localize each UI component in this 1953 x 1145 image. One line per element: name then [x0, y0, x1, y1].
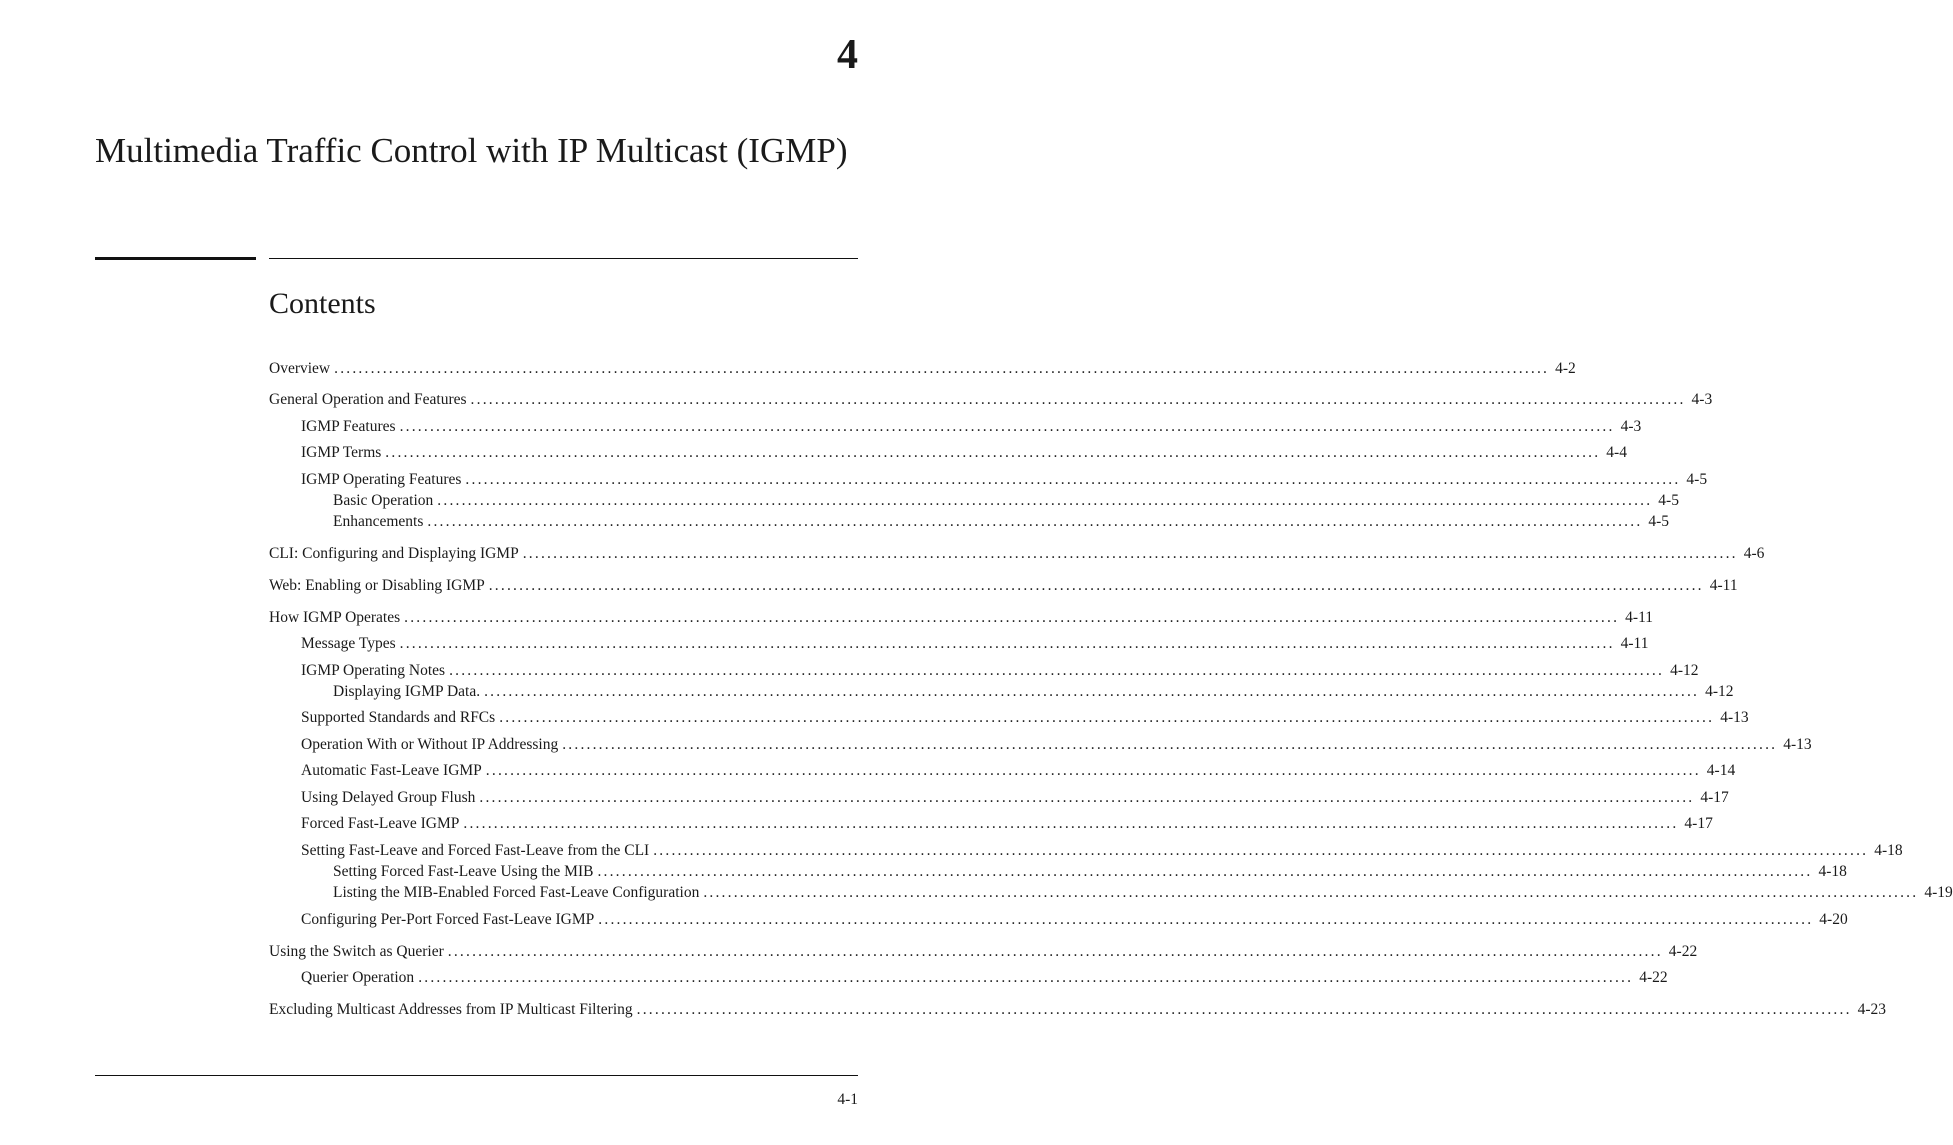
toc-dot-leader: ........................................................................................................................................................................................................: [418, 969, 1634, 986]
toc-entry-title: IGMP Features: [301, 418, 396, 435]
toc-entry-page: 4-5: [1648, 513, 1670, 530]
toc-entry-page: 4-22: [1639, 969, 1668, 986]
toc-entry-title: CLI: Configuring and Displaying IGMP: [269, 545, 519, 562]
chapter-number: 4: [837, 32, 858, 78]
toc-dot-leader: ........................................................................................................................................................................................................: [636, 1001, 1852, 1018]
toc-entry-title: Using Delayed Group Flush: [301, 789, 476, 806]
toc-entry-operation-ip-addressing[interactable]: [301, 735, 1812, 754]
toc-entry-forced-fast-leave[interactable]: [301, 814, 1713, 833]
toc-entry-listing-mib-config[interactable]: [333, 883, 1953, 902]
toc-entry-title: Web: Enabling or Disabling IGMP: [269, 577, 485, 594]
toc-dot-leader: ........................................................................................................................................................................................................: [447, 943, 1663, 960]
toc-entry-page: 4-18: [1874, 842, 1903, 859]
toc-entry-page: 4-14: [1706, 762, 1736, 779]
header-rule-thick: [95, 257, 256, 260]
toc-entry-igmp-operating-features[interactable]: [301, 470, 1708, 489]
toc-entry-page: 4-4: [1606, 444, 1627, 461]
toc-entry-delayed-group-flush[interactable]: [301, 788, 1729, 807]
toc-entry-title: Configuring Per-Port Forced Fast-Leave IGMP: [301, 911, 595, 928]
toc-entry-page: 4-11: [1620, 635, 1649, 652]
toc-dot-leader: ........................................................................................................................................................................................................: [334, 360, 1550, 377]
toc-entry-igmp-features[interactable]: [301, 417, 1642, 436]
toc-entry-page: 4-17: [1684, 815, 1713, 832]
toc-entry-igmp-operating-notes[interactable]: [301, 661, 1699, 680]
toc-dot-leader: ........................................................................................................................................................................................................: [437, 492, 1653, 509]
toc-dot-leader: ........................................................................................................................................................................................................: [597, 863, 1813, 880]
toc-entry-page: 4-18: [1818, 863, 1847, 880]
toc-dot-leader: ........................................................................................................................................................................................................: [404, 609, 1620, 626]
toc-entry-title: Supported Standards and RFCs: [301, 709, 496, 726]
toc-entry-title: Querier Operation: [301, 969, 415, 986]
toc-entry-title: IGMP Operating Notes: [301, 662, 446, 679]
toc-entry-title: Enhancements: [333, 513, 424, 530]
contents-heading: Contents: [269, 287, 376, 320]
toc-dot-leader: ........................................................................................................................................................................................................: [488, 577, 1704, 594]
toc-entry-setting-fast-leave-cli[interactable]: [301, 841, 1903, 860]
toc-dot-leader: ........................................................................................................................................................................................................: [598, 911, 1814, 928]
toc-dot-leader: ........................................................................................................................................................................................................: [484, 683, 1700, 700]
toc-entry-igmp-terms[interactable]: [301, 443, 1627, 462]
toc-entry-cli-configuring[interactable]: [269, 544, 1765, 563]
toc-dot-leader: ........................................................................................................................................................................................................: [522, 545, 1738, 562]
toc-dot-leader: ........................................................................................................................................................................................................: [485, 762, 1701, 779]
toc-entry-querier-operation[interactable]: [301, 968, 1668, 987]
toc-entry-title: Message Types: [301, 635, 396, 652]
toc-entry-page: 4-3: [1691, 391, 1713, 408]
toc-dot-leader: ........................................................................................................................................................................................................: [427, 513, 1643, 530]
toc-entry-message-types[interactable]: [301, 634, 1649, 653]
toc-entry-title: Setting Fast-Leave and Forced Fast-Leave from the CLI: [301, 842, 650, 859]
toc-dot-leader: ........................................................................................................................................................................................................: [399, 635, 1615, 652]
footer-rule: [95, 1075, 858, 1076]
toc-dot-leader: ........................................................................................................................................................................................................: [465, 471, 1681, 488]
toc-entry-page: 4-11: [1625, 609, 1653, 626]
toc-dot-leader: ........................................................................................................................................................................................................: [562, 736, 1778, 753]
toc-dot-leader: ........................................................................................................................................................................................................: [399, 418, 1615, 435]
toc-entry-setting-forced-mib[interactable]: [333, 862, 1847, 881]
toc-dot-leader: ........................................................................................................................................................................................................: [385, 444, 1601, 461]
toc-entry-web-enabling[interactable]: [269, 576, 1738, 595]
toc-entry-title: IGMP Terms: [301, 444, 382, 461]
toc-entry-page: 4-5: [1686, 471, 1708, 488]
table-of-contents: [269, 0, 1953, 1145]
toc-entry-page: 4-20: [1819, 911, 1848, 928]
toc-entry-excluding-multicast[interactable]: [269, 1000, 1887, 1019]
toc-entry-title: Listing the MIB-Enabled Forced Fast-Leave Configuration: [333, 884, 700, 901]
toc-entry-page: 4-19: [1924, 884, 1953, 901]
toc-dot-leader: ........................................................................................................................................................................................................: [463, 815, 1679, 832]
toc-entry-supported-standards[interactable]: [301, 708, 1749, 727]
toc-entry-title: General Operation and Features: [269, 391, 467, 408]
toc-entry-page: 4-2: [1555, 360, 1576, 377]
footer-page-number: 4-1: [837, 1091, 858, 1108]
toc-entry-title: Basic Operation: [333, 492, 434, 509]
toc-dot-leader: ........................................................................................................................................................................................................: [653, 842, 1869, 859]
chapter-title: Multimedia Traffic Control with IP Multicast (IGMP): [95, 131, 848, 170]
toc-dot-leader: ........................................................................................................................................................................................................: [499, 709, 1715, 726]
toc-entry-switch-as-querier[interactable]: [269, 942, 1698, 961]
toc-dot-leader: ........................................................................................................................................................................................................: [479, 789, 1695, 806]
toc-entry-page: 4-3: [1620, 418, 1642, 435]
toc-entry-title: IGMP Operating Features: [301, 471, 462, 488]
toc-entry-title: Forced Fast-Leave IGMP: [301, 815, 460, 832]
toc-entry-automatic-fast-leave[interactable]: [301, 761, 1736, 780]
toc-entry-title: Overview: [269, 360, 331, 377]
toc-entry-enhancements[interactable]: [333, 512, 1670, 531]
toc-entry-title: Using the Switch as Querier: [269, 943, 444, 960]
toc-dot-leader: ........................................................................................................................................................................................................: [470, 391, 1686, 408]
toc-entry-page: 4-13: [1720, 709, 1749, 726]
toc-entry-page: 4-13: [1783, 736, 1812, 753]
toc-dot-leader: ........................................................................................................................................................................................................: [449, 662, 1665, 679]
toc-entry-how-igmp-operates[interactable]: [269, 608, 1653, 627]
toc-entry-page: 4-12: [1670, 662, 1699, 679]
toc-entry-basic-operation[interactable]: [333, 491, 1679, 510]
toc-entry-page: 4-11: [1709, 577, 1738, 594]
toc-entry-title: Operation With or Without IP Addressing: [301, 736, 559, 753]
toc-entry-page: 4-23: [1857, 1001, 1887, 1018]
toc-entry-page: 4-12: [1705, 683, 1734, 700]
toc-entry-per-port-forced[interactable]: [301, 910, 1848, 929]
toc-entry-title: Setting Forced Fast-Leave Using the MIB: [333, 863, 594, 880]
toc-entry-page: 4-22: [1668, 943, 1698, 960]
toc-entry-displaying-igmp-data[interactable]: [333, 682, 1734, 701]
toc-entry-title: Excluding Multicast Addresses from IP Multicast Filtering: [269, 1001, 633, 1018]
toc-entry-page: 4-6: [1743, 545, 1765, 562]
toc-entry-title: How IGMP Operates: [269, 609, 401, 626]
toc-entry-general-operation[interactable]: [269, 390, 1713, 409]
toc-entry-page: 4-5: [1658, 492, 1679, 509]
toc-entry-overview[interactable]: [269, 359, 1576, 378]
toc-dot-leader: ........................................................................................................................................................................................................: [703, 884, 1919, 901]
toc-entry-title: Automatic Fast-Leave IGMP: [301, 762, 482, 779]
toc-entry-title: Displaying IGMP Data.: [333, 683, 481, 700]
toc-entry-page: 4-17: [1700, 789, 1729, 806]
